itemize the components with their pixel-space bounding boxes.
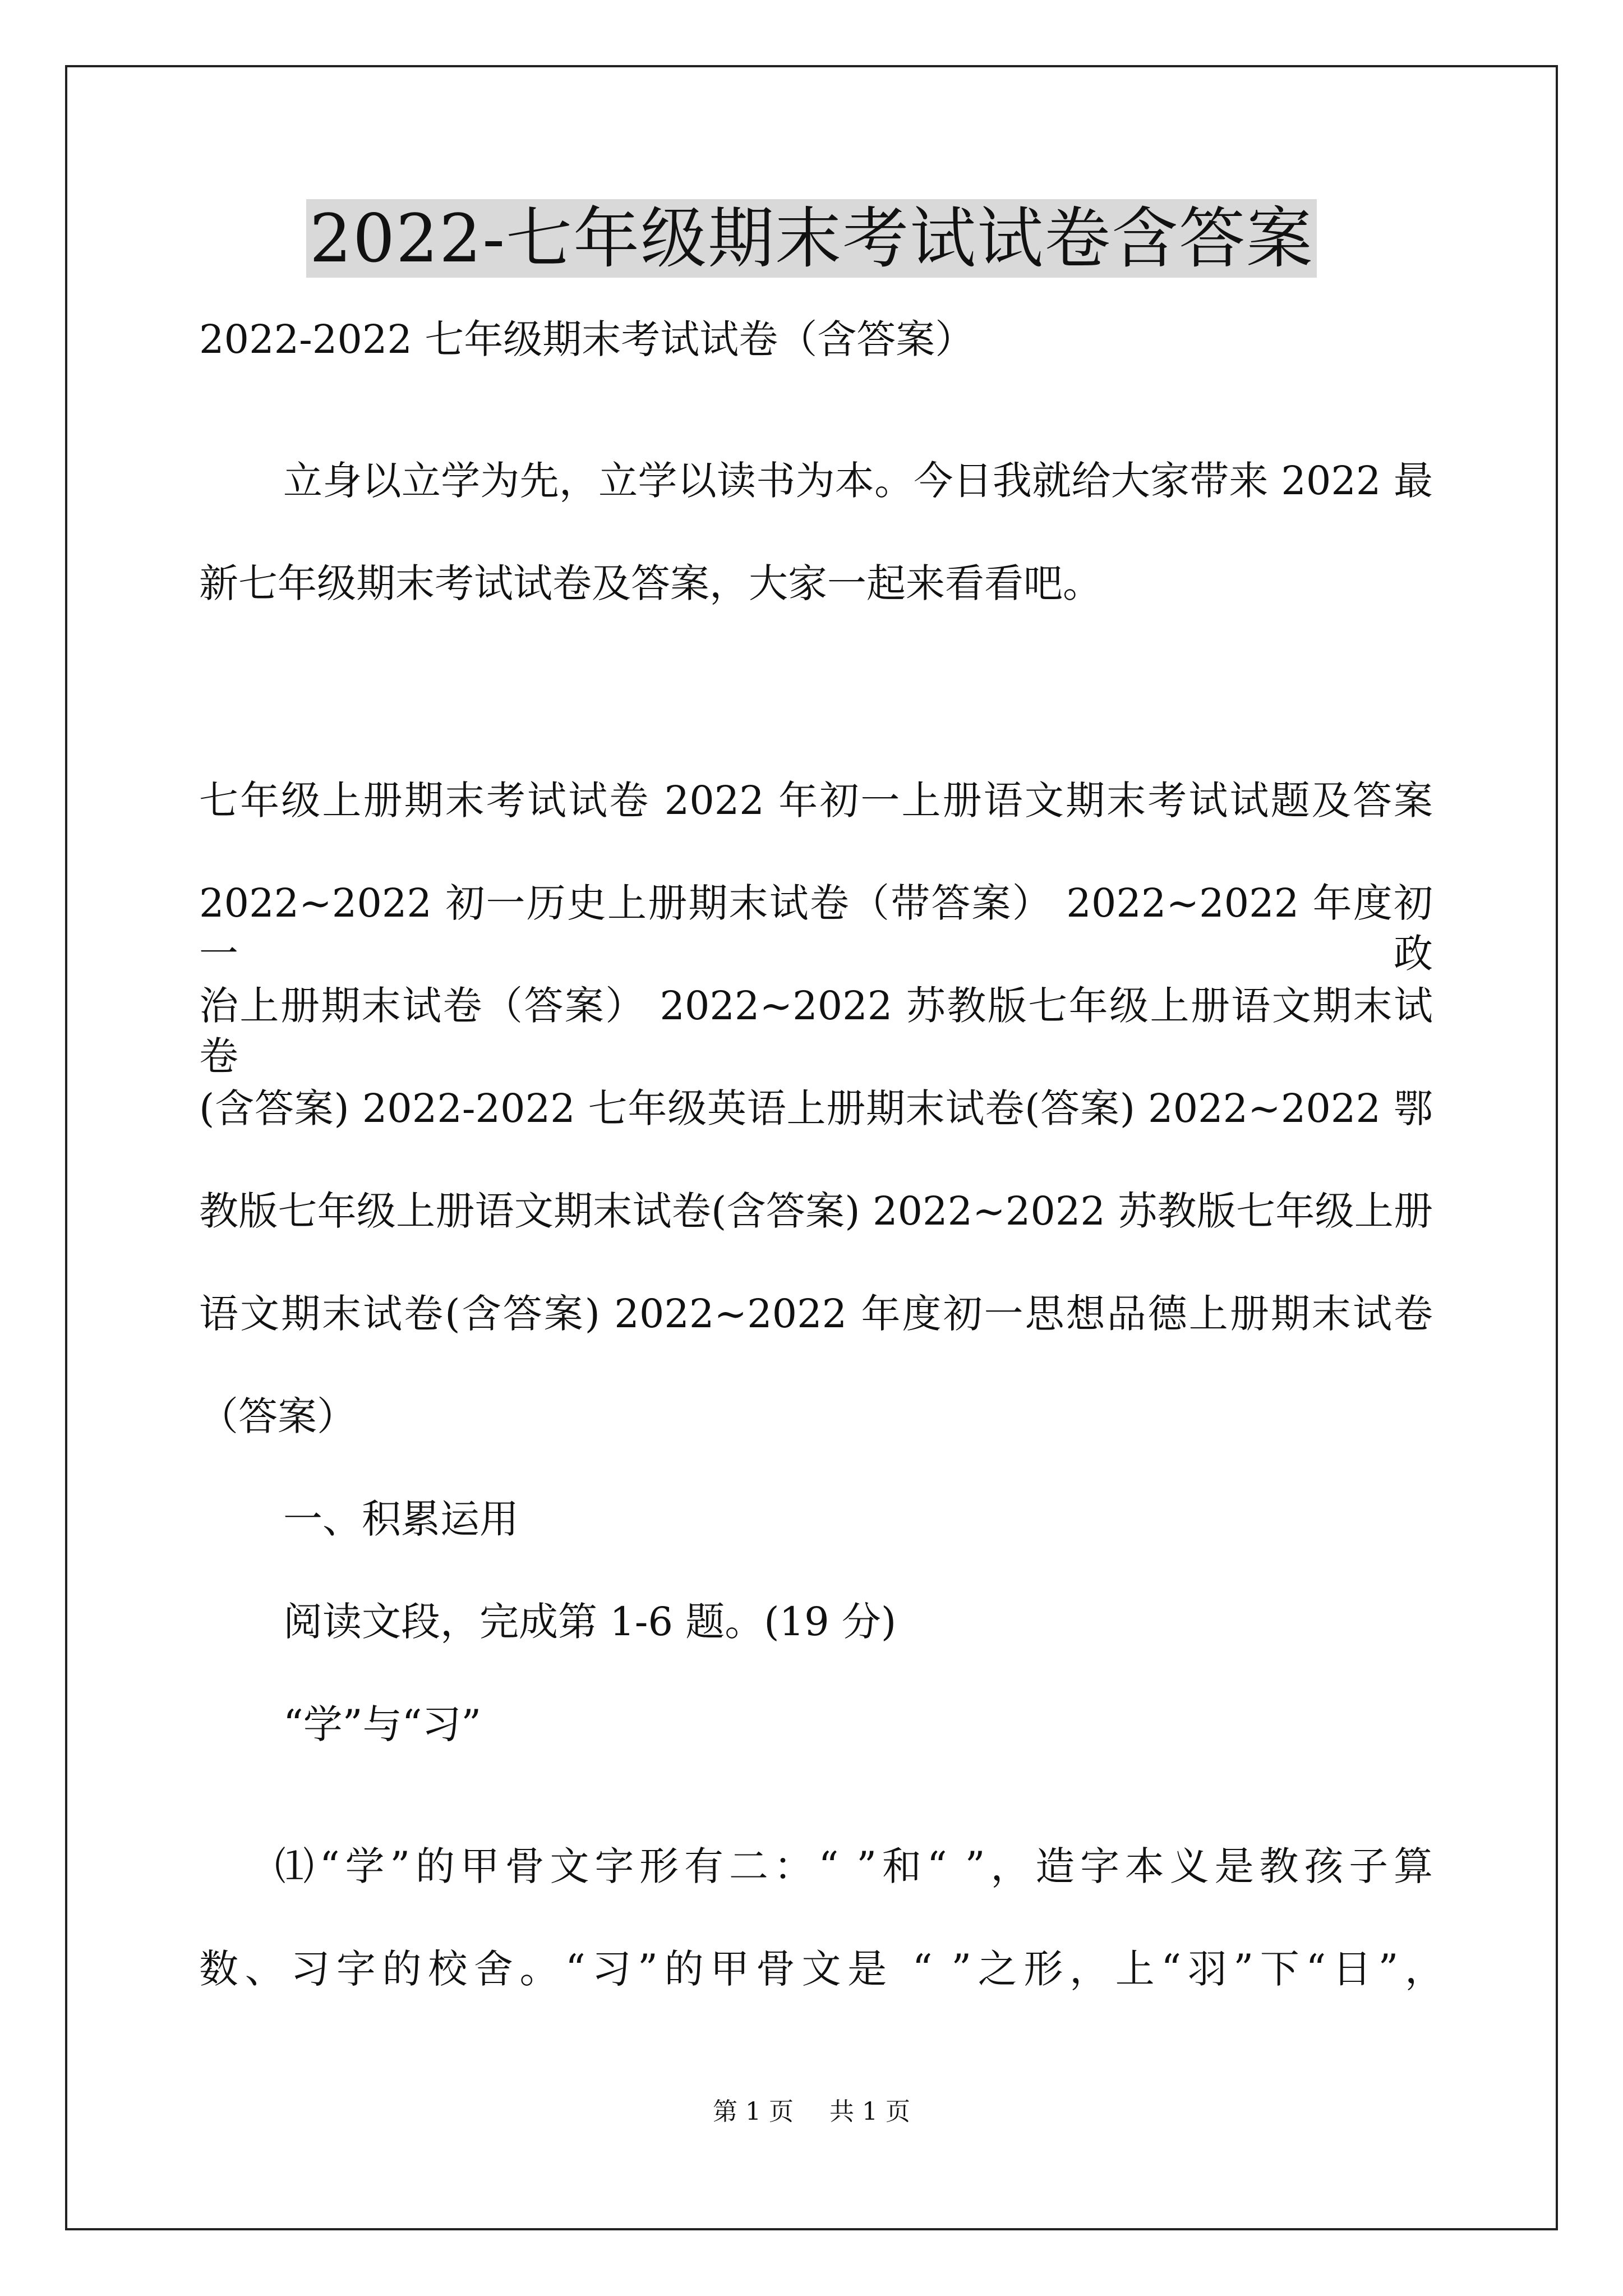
page-number: 第 1 页 [713, 2097, 794, 2126]
subtitle-line: 2022-2022 七年级期末考试试卷（含答案） [199, 316, 975, 362]
list-line-2: 2022~2022 初一历史上册期末试卷（带答案） 2022~2022 年度初一政 [199, 880, 1433, 977]
page-border [65, 65, 1558, 2230]
intro-line-1: 立身以立学为先，立学以读书为本。今日我就给大家带来 2022 最 [283, 458, 1433, 504]
list-line-7: （答案） [199, 1393, 356, 1439]
passage-line-1: ⑴“学”的甲骨文字形有二：“ ”和“ ”，造字本义是教孩子算 [275, 1843, 1433, 1889]
document-title-text: 2022-七年级期末考试试卷含答案 [306, 199, 1317, 278]
list-line-6: 语文期末试卷(含答案) 2022~2022 年度初一思想品德上册期末试卷 [199, 1291, 1433, 1337]
list-line-3: 治上册期末试卷（答案） 2022~2022 苏教版七年级上册语文期末试卷 [199, 983, 1433, 1079]
page-total: 共 1 页 [829, 2097, 910, 2126]
list-line-5: 教版七年级上册语文期末试卷(含答案) 2022~2022 苏教版七年级上册 [199, 1188, 1433, 1234]
list-line-4: (含答案) 2022-2022 七年级英语上册期末试卷(答案) 2022~2022 鄂 [199, 1085, 1433, 1131]
instruction-line: 阅读文段，完成第 1-6 题。(19 分) [283, 1599, 897, 1645]
passage-line-2: 数、习字的校舍。“习”的甲骨文是 “ ”之形，上“羽”下“日”， [199, 1946, 1444, 1992]
intro-line-2: 新七年级期末考试试卷及答案，大家一起来看看吧。 [199, 560, 1102, 606]
passage-title: “学”与“习” [283, 1701, 482, 1747]
page-footer [0, 2095, 1623, 2129]
document-title [0, 199, 1623, 278]
section-heading: 一、积累运用 [283, 1496, 519, 1542]
list-line-1: 七年级上册期末考试试卷 2022 年初一上册语文期末考试试题及答案 [199, 777, 1433, 823]
